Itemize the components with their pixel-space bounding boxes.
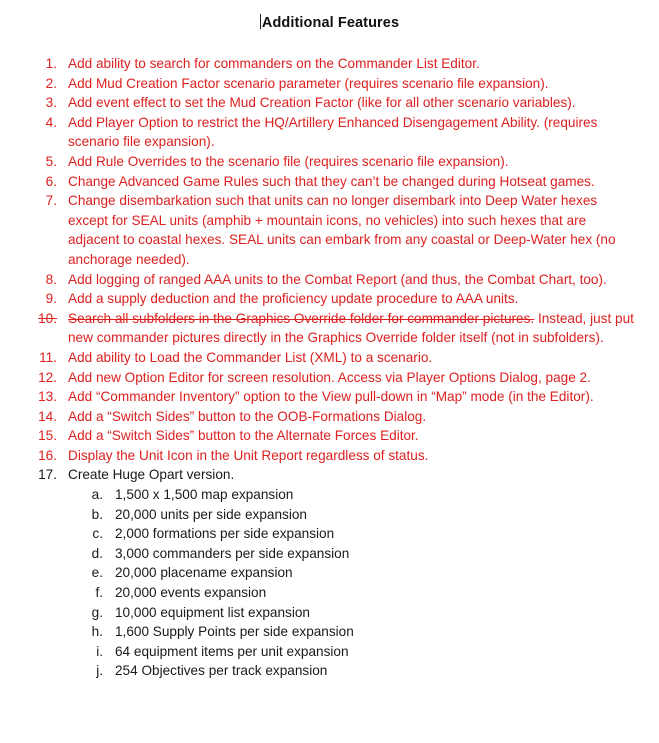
list-item: [0, 54, 659, 74]
sub-list-item-text: 254 Objectives per track expansion: [115, 663, 328, 679]
sub-list-item-text: 20,000 units per side expansion: [115, 506, 307, 522]
list-item-number: 14.: [38, 408, 57, 424]
list-item-text: Change Advanced Game Rules such that they can’t be changed during Hotseat games.: [68, 173, 595, 189]
list-item-number: 9.: [45, 291, 57, 307]
list-item: [0, 387, 659, 407]
list-item-number: 11.: [39, 349, 57, 365]
sub-list-item-text: 64 equipment items per unit expansion: [115, 643, 349, 659]
list-item: [0, 93, 659, 113]
list-item-number: 5.: [45, 153, 57, 169]
sub-list-item-text: 1,600 Supply Points per side expansion: [115, 624, 354, 640]
list-item: [0, 172, 659, 192]
list-item: [0, 309, 659, 348]
list-item-text: Add new Option Editor for screen resolution. Access via Player Options Dialog, page 2.: [68, 369, 591, 385]
list-item-number: 12.: [38, 369, 57, 385]
sub-list-item-letter: f.: [95, 585, 103, 601]
list-item-text: Add Rule Overrides to the scenario file (requires scenario file expansion).: [68, 153, 509, 169]
page-title-container: [0, 0, 659, 36]
sub-list-item-text: 1,500 x 1,500 map expansion: [115, 487, 294, 503]
sub-list-item: [0, 642, 659, 662]
list-item-number: 2.: [45, 75, 57, 91]
list-item-text: Change disembarkation such that units can no longer disembark into Deep Water hexes except for SEAL units (amphib + mountain icons, no vehicles) into such hexes that are adjacent to coastal hexes. SEAL units can embark from any coastal or Deep-Water hex (no anchorage needed).: [68, 193, 616, 267]
sub-list-item: [0, 603, 659, 623]
page-title: [260, 14, 399, 31]
text-caret: [260, 14, 261, 29]
list-item: [0, 465, 659, 485]
list-item-text: Add Mud Creation Factor scenario parameter (requires scenario file expansion).: [68, 75, 549, 91]
sub-list-item-letter: c.: [92, 526, 103, 542]
sub-list-item-text: 20,000 events expansion: [115, 585, 267, 601]
list-item-text: Add a “Switch Sides” button to the OOB-Formations Dialog.: [68, 408, 427, 424]
sub-list-item-letter: d.: [91, 545, 103, 561]
sub-list-item: [0, 524, 659, 544]
sub-list-item-letter: a.: [91, 487, 103, 503]
list-item-number: 3.: [45, 95, 57, 111]
sub-list-item-text: 20,000 placename expansion: [115, 565, 293, 581]
list-item-number: 6.: [45, 173, 57, 189]
sub-list-item: [0, 583, 659, 603]
list-item: [0, 191, 659, 269]
sub-list-item-letter: b.: [91, 506, 103, 522]
list-item-number: 8.: [45, 271, 57, 287]
list-item: [0, 289, 659, 309]
list-item-number: 13.: [38, 389, 57, 405]
list-item-number: 17.: [38, 467, 57, 483]
sub-list-item-letter: g.: [91, 604, 103, 620]
sub-list-item: [0, 544, 659, 564]
list-item: [0, 348, 659, 368]
sub-list-item: [0, 563, 659, 583]
sub-list-item-letter: j.: [96, 663, 103, 679]
sub-list-item-text: 3,000 commanders per side expansion: [115, 545, 350, 561]
list-item: [0, 407, 659, 427]
list-item-text: Instead, just put new commander pictures directly in the Graphics Override folder itself (not in subfolders).: [68, 310, 634, 346]
list-item-number: 7.: [45, 193, 57, 209]
list-item-number: 10.: [38, 310, 57, 326]
list-item-text: Add “Commander Inventory” option to the View pull-down in “Map” mode (in the Editor).: [68, 389, 594, 405]
list-item: [0, 426, 659, 446]
list-item-text: Display the Unit Icon in the Unit Report regardless of status.: [68, 447, 429, 463]
list-item-number: 1.: [45, 56, 57, 71]
list-item: [0, 113, 659, 152]
page-title-text: Additional Features: [261, 15, 400, 31]
list-item: [0, 446, 659, 466]
list-item-text: Add ability to search for commanders on the Commander List Editor.: [68, 56, 480, 71]
sub-list-item: [0, 485, 659, 505]
sub-list-item-text: 10,000 equipment list expansion: [115, 604, 310, 620]
sub-list-item: [0, 622, 659, 642]
sub-list-item-letter: h.: [91, 624, 103, 640]
sub-list-item: [0, 505, 659, 525]
list-item-text: Add a supply deduction and the proficiency update procedure to AAA units.: [68, 291, 519, 307]
list-item-struck-text: Search all subfolders in the Graphics Override folder for commander pictures.: [68, 310, 535, 326]
list-item: [0, 368, 659, 388]
list-item: [0, 152, 659, 172]
list-item-text: Add ability to Load the Commander List (XML) to a scenario.: [68, 349, 433, 365]
list-item: [0, 270, 659, 290]
additional-features-list: [0, 54, 659, 485]
list-item-text: Add event effect to set the Mud Creation Factor (like for all other scenario variables).: [68, 95, 576, 111]
list-item-number: 4.: [45, 114, 57, 130]
list-item-text: Add Player Option to restrict the HQ/Artillery Enhanced Disengagement Ability. (requires scenario file expansion).: [68, 114, 598, 150]
sub-list-item-letter: e.: [91, 565, 103, 581]
list-item-text: Add a “Switch Sides” button to the Alternate Forces Editor.: [68, 428, 419, 444]
sub-list-item-letter: i.: [96, 643, 103, 659]
list-item-number: 16.: [38, 447, 57, 463]
huge-opart-sub-list: [0, 485, 659, 681]
list-item-number: 15.: [38, 428, 57, 444]
sub-list-item-text: 2,000 formations per side expansion: [115, 526, 335, 542]
sub-list-item: [0, 661, 659, 681]
list-item-text: Add logging of ranged AAA units to the Combat Report (and thus, the Combat Chart, too).: [68, 271, 607, 287]
list-item: [0, 74, 659, 94]
list-item-text: Create Huge Opart version.: [68, 467, 235, 483]
